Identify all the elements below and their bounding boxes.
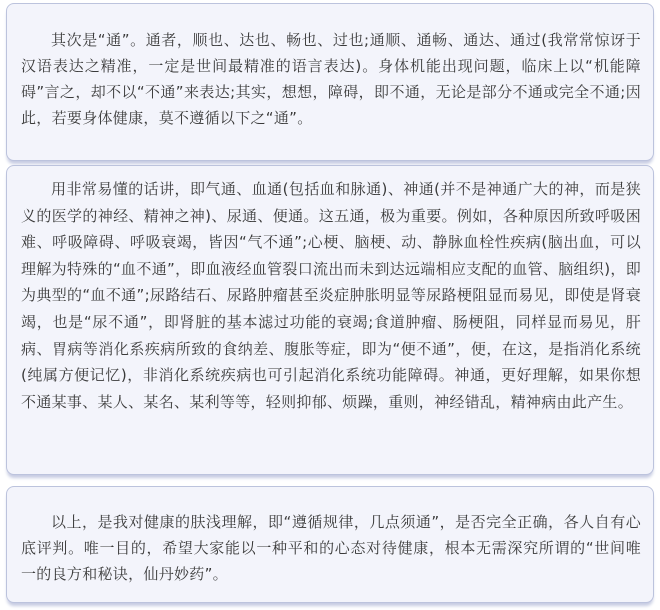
paragraph-tong-definition: 其次是“通”。通者，顺也、达也、畅也、过也;通顺、通畅、通达、通过(我常常惊讶于汉语表达之精准，一定是世间最精准的语言表达)。身体机能出现问题，临床上以“机能障碍”言之，却不以“不通”来表达;其实，想想，障碍，即不通，无论是部分不通或完全不通;因此，若要身体健康，莫不遵循以下之“通”。 (21, 31, 641, 127)
text-card-3 (6, 486, 654, 603)
paragraph-conclusion: 以上，是我对健康的肤浅理解，即“遵循规律，几点须通”，是否完全正确，各人自有心底评判。唯一目的，希望大家能以一种平和的心态对待健康，根本无需深究所谓的“世间唯一的良方和秘诀，仙丹妙药”。 (21, 513, 641, 583)
text-card-1 (6, 3, 654, 161)
text-card-2 (6, 165, 654, 475)
paragraph-five-tong: 用非常易懂的话讲，即气通、血通(包括血和脉通)、神通(并不是神通广大的神，而是狭义的医学的神经、精神之神)、尿通、便通。这五通，极为重要。例如，各种原因所致呼吸困难、呼吸障碍、呼吸衰竭，皆因“气不通”;心梗、脑梗、动、静脉血栓性疾病(脑出血，可以理解为特殊的“血不通”，即血液经血管裂口流出而未到达远端相应支配的血管、脑组织)，即为典型的“血不通”;尿路结石、尿路肿瘤甚至炎症肿胀明显等尿路梗阻显而易见，即使是肾衰竭，也是“尿不通”，即肾脏的基本滤过功能的衰竭;食道肿瘤、肠梗阻，同样显而易见，肝病、胃病等消化系疾病所致的食纳差、腹胀等症，即为“便不通”，便，在这，是指消化系统(纯属方便记忆)，非消化系统疾病也可引起消化系统功能障碍。神通，更好理解，如果你想不通某事、某人、某名、某利等等，轻则抑郁、烦躁，重则，神经错乱，精神病由此产生。 (21, 180, 641, 411)
